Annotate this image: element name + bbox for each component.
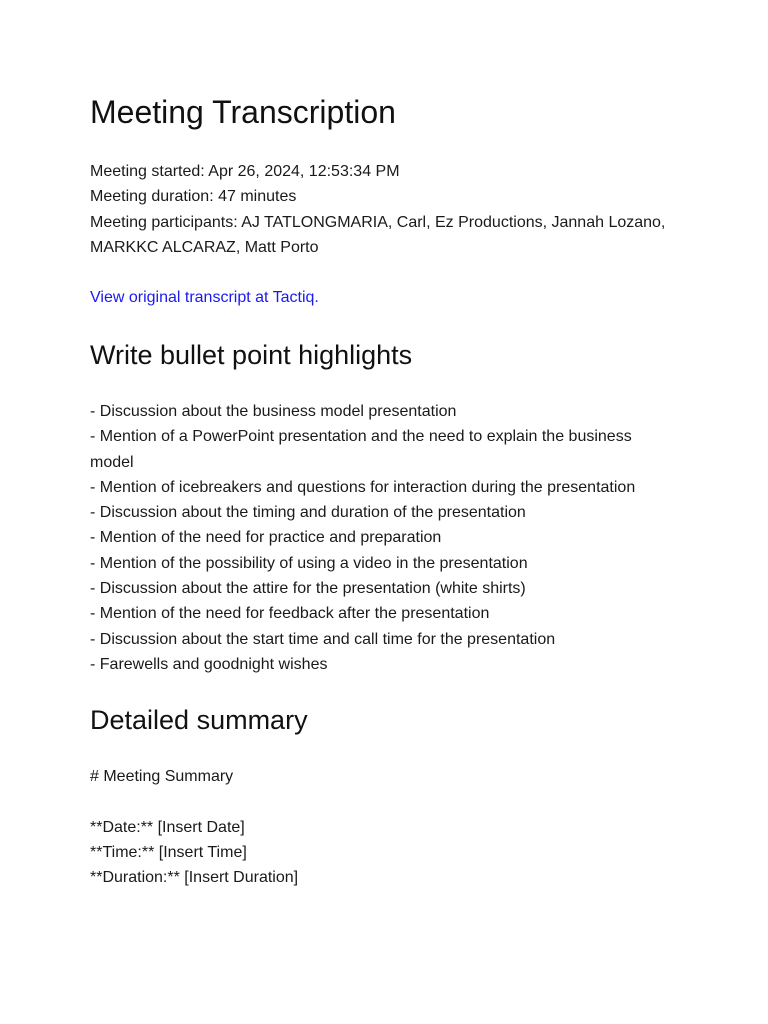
summary-line-heading: # Meeting Summary <box>90 768 234 785</box>
highlights-heading: Write bullet point highlights <box>90 340 413 370</box>
page-title: Meeting Transcription <box>90 94 396 130</box>
summary-blank-line <box>90 789 670 814</box>
summary-line-duration: **Duration:** [Insert Duration] <box>90 869 299 887</box>
meeting-participants: Meeting participants: AJ TATLONGMARIA, Carl, Ez Productions, Jannah Lozano, MARKKC ALCARAZ, Matt Porto <box>90 213 666 256</box>
highlight-item: - Discussion about the start time and call time for the presentation <box>90 630 556 648</box>
detailed-summary-body <box>90 764 670 890</box>
highlight-item: - Mention of a PowerPoint presentation and the need to explain the business model <box>90 428 632 471</box>
meeting-metadata <box>90 159 690 260</box>
summary-line-time: **Time:** [Insert Time] <box>90 843 247 861</box>
highlight-item: - Farewells and goodnight wishes <box>90 655 328 673</box>
summary-line-date: **Date:** [Insert Date] <box>90 818 245 836</box>
highlights-list <box>90 399 670 677</box>
view-original-transcript-link[interactable]: View original transcript at Tactiq. <box>90 289 319 306</box>
highlight-item: - Discussion about the attire for the presentation (white shirts) <box>90 580 526 598</box>
highlight-item: - Discussion about the timing and duration of the presentation <box>90 504 526 522</box>
highlight-item: - Mention of the need for feedback after the presentation <box>90 605 490 623</box>
highlight-item: - Mention of the possibility of using a video in the presentation <box>90 554 528 572</box>
meeting-started: Meeting started: Apr 26, 2024, 12:53:34 PM <box>90 163 400 180</box>
highlight-item: - Mention of icebreakers and questions for interaction during the presentation <box>90 478 636 496</box>
meeting-duration: Meeting duration: 47 minutes <box>90 188 297 206</box>
highlight-item: - Mention of the need for practice and preparation <box>90 529 442 547</box>
detailed-summary-heading: Detailed summary <box>90 705 308 735</box>
highlight-item: - Discussion about the business model presentation <box>90 403 457 420</box>
